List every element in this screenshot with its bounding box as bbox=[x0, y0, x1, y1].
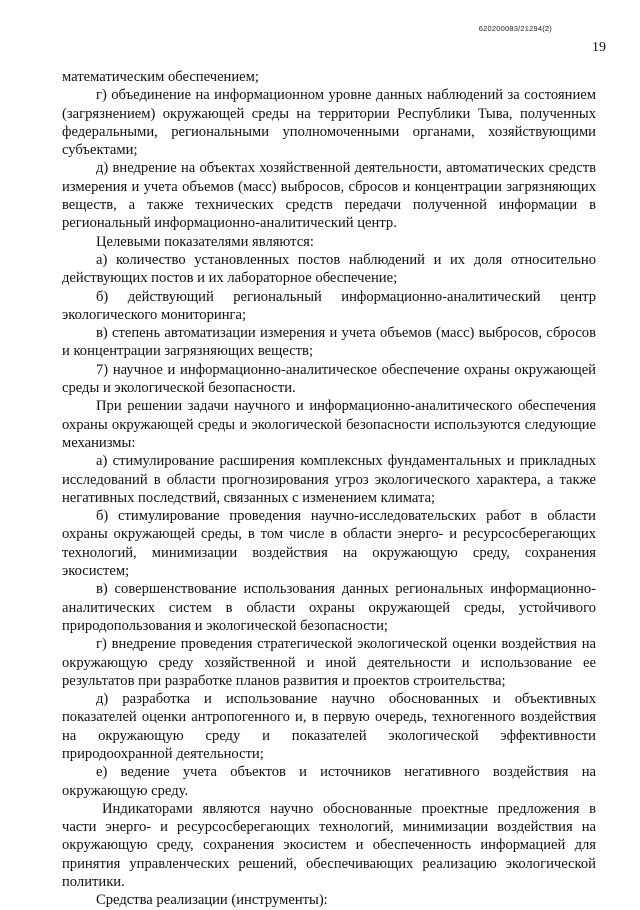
paragraph: математическим обеспечением; bbox=[62, 69, 259, 85]
document-code: 620200083/21294(2) bbox=[478, 24, 552, 33]
page-number: 19 bbox=[592, 40, 606, 55]
paragraph: д) разработка и использование научно обоснованных и объективных показателей оценки антропогенного и, в первую очередь, техногенного воздействия на окружающую среду и показателей экологической эффективности природоохранной деятельности; bbox=[62, 691, 596, 762]
paragraph: д) внедрение на объектах хозяйственной деятельности, автоматических средств измерения и учета объемов (масс) выбросов, сбросов и концентрации загрязняющих веществ, а также технических средств передачи полученной информации в региональный информационно-аналитический центр. bbox=[62, 160, 596, 232]
paragraph: в) степень автоматизации измерения и учета объемов (масс) выбросов, сбросов и концентрации загрязняющих веществ; bbox=[62, 325, 596, 360]
paragraph: При решении задачи научного и информационно-аналитического обеспечения охраны окружающей среды и экологической безопасности используются следующие механизмы: bbox=[62, 398, 596, 451]
paragraph: а) количество установленных постов наблюдений и их доля относительно действующих постов и их лабораторное обеспечение; bbox=[62, 251, 596, 287]
paragraph: а) стимулирование расширения комплексных фундаментальных и прикладных исследований в области прогнозирования угроз экологического характера, а также негативных последствий, связанных с изменением климата; bbox=[62, 453, 596, 506]
paragraph: г) объединение на информационном уровне данных наблюдений за состоянием (загрязнением) окружающей среды на территории Республики Тыва, полученных федеральными, региональными уполномоченными органами, хозяйствующими субъектами; bbox=[62, 87, 596, 159]
paragraph: Целевыми показателями являются: bbox=[96, 233, 314, 250]
paragraph: б) действующий региональный информационно-аналитический центр экологического мониторинга; bbox=[62, 288, 596, 323]
paragraph: Средства реализации (инструменты): bbox=[96, 892, 328, 909]
paragraph: б) стимулирование проведения научно-исследовательских работ в области охраны окружающей среды, в том числе в области энерго- и ресурсосберегающих технологий, минимизации воздействия на окружающую среду, сохранения экосистем; bbox=[62, 508, 596, 580]
paragraph: в) совершенствование использования данных региональных информационно-аналитических систем в области охраны окружающей среды, устойчивого природопользования и экологической безопасности; bbox=[62, 581, 596, 634]
paragraph: Индикаторами являются научно обоснованные проектные предложения в части энерго- и ресурсосберегающих технологий, минимизации воздействия на окружающую среду, сохранения экосистем и обеспеченность информацией для принятия управленческих решений, обеспечивающих реализацию экологической политики. bbox=[62, 800, 596, 891]
paragraph: е) ведение учета объектов и источников негативного воздействия на окружающую среду. bbox=[62, 764, 596, 799]
paragraph: г) внедрение проведения стратегической экологической оценки воздействия на окружающую среду хозяйственной и иной деятельности и использование ее результатов при разработке планов развития и проектов строительства; bbox=[62, 636, 596, 689]
document-body bbox=[62, 68, 596, 910]
paragraph: 7) научное и информационно-аналитическое обеспечение охраны окружающей среды и экологической безопасности. bbox=[62, 361, 596, 397]
